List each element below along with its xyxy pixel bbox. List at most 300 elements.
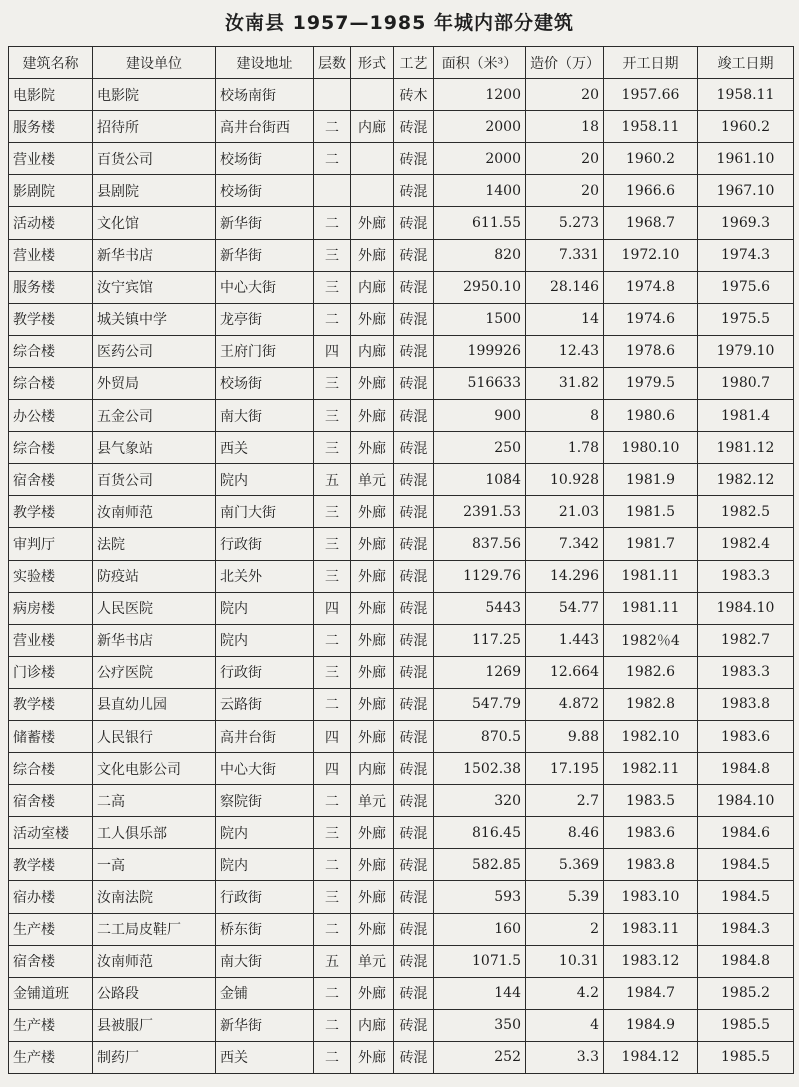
cell-end: 1961.10 xyxy=(698,143,794,175)
cell-end: 1981.4 xyxy=(698,400,794,432)
cell-floors: 四 xyxy=(314,753,351,785)
cell-floors: 二 xyxy=(314,303,351,335)
table-row xyxy=(9,175,794,207)
cell-area: 611.55 xyxy=(434,207,526,239)
cell-cost: 9.88 xyxy=(526,720,604,752)
cell-end: 1984.3 xyxy=(698,913,794,945)
cell-floors: 三 xyxy=(314,881,351,913)
cell-addr: 高井台街 xyxy=(216,720,314,752)
cell-area: 252 xyxy=(434,1041,526,1073)
cell-end: 1975.5 xyxy=(698,303,794,335)
cell-start: 1982％4 xyxy=(604,624,698,656)
cell-area: 199926 xyxy=(434,335,526,367)
cell-end: 1979.10 xyxy=(698,335,794,367)
cell-form: 外廊 xyxy=(351,239,394,271)
cell-name: 活动室楼 xyxy=(9,817,93,849)
cell-end: 1984.10 xyxy=(698,592,794,624)
cell-floors: 二 xyxy=(314,143,351,175)
cell-name: 教学楼 xyxy=(9,303,93,335)
cell-area: 516633 xyxy=(434,367,526,399)
cell-form: 外廊 xyxy=(351,528,394,560)
cell-craft: 砖混 xyxy=(394,432,434,464)
cell-start: 1983.11 xyxy=(604,913,698,945)
cell-form: 单元 xyxy=(351,945,394,977)
cell-end: 1985.5 xyxy=(698,1009,794,1041)
cell-floors: 五 xyxy=(314,464,351,496)
cell-name: 生产楼 xyxy=(9,1009,93,1041)
cell-floors: 三 xyxy=(314,432,351,464)
cell-start: 1981.5 xyxy=(604,496,698,528)
cell-area: 1502.38 xyxy=(434,753,526,785)
table-row xyxy=(9,817,794,849)
table-row xyxy=(9,720,794,752)
cell-end: 1975.6 xyxy=(698,271,794,303)
cell-unit: 新华书店 xyxy=(93,239,216,271)
cell-unit: 县剧院 xyxy=(93,175,216,207)
cell-addr: 南门大街 xyxy=(216,496,314,528)
table-row xyxy=(9,913,794,945)
cell-area: 900 xyxy=(434,400,526,432)
header-form: 形式 xyxy=(351,47,394,79)
header-area: 面积（米³） xyxy=(434,47,526,79)
cell-area: 816.45 xyxy=(434,817,526,849)
cell-cost: 10.31 xyxy=(526,945,604,977)
cell-area: 1071.5 xyxy=(434,945,526,977)
cell-end: 1983.8 xyxy=(698,688,794,720)
cell-floors: 二 xyxy=(314,207,351,239)
cell-craft: 砖混 xyxy=(394,239,434,271)
cell-start: 1966.6 xyxy=(604,175,698,207)
cell-cost: 5.369 xyxy=(526,849,604,881)
cell-end: 1969.3 xyxy=(698,207,794,239)
cell-craft: 砖混 xyxy=(394,207,434,239)
cell-area: 144 xyxy=(434,977,526,1009)
cell-end: 1985.2 xyxy=(698,977,794,1009)
cell-area: 117.25 xyxy=(434,624,526,656)
cell-cost: 28.146 xyxy=(526,271,604,303)
cell-floors: 四 xyxy=(314,592,351,624)
table-row xyxy=(9,849,794,881)
cell-craft: 砖混 xyxy=(394,367,434,399)
header-row xyxy=(9,47,794,79)
table-row xyxy=(9,271,794,303)
cell-cost: 10.928 xyxy=(526,464,604,496)
cell-form: 外廊 xyxy=(351,1041,394,1073)
cell-name: 综合楼 xyxy=(9,432,93,464)
cell-form: 外廊 xyxy=(351,207,394,239)
cell-end: 1984.8 xyxy=(698,753,794,785)
table-row xyxy=(9,79,794,111)
cell-start: 1978.6 xyxy=(604,335,698,367)
cell-form: 外廊 xyxy=(351,367,394,399)
cell-addr: 南大街 xyxy=(216,400,314,432)
header-building-name: 建筑名称 xyxy=(9,47,93,79)
cell-addr: 院内 xyxy=(216,817,314,849)
cell-area: 2000 xyxy=(434,143,526,175)
cell-name: 教学楼 xyxy=(9,496,93,528)
cell-start: 1968.7 xyxy=(604,207,698,239)
cell-form xyxy=(351,79,394,111)
cell-form xyxy=(351,175,394,207)
table-row xyxy=(9,785,794,817)
cell-craft: 砖混 xyxy=(394,111,434,143)
cell-floors: 三 xyxy=(314,271,351,303)
table-row xyxy=(9,656,794,688)
cell-area: 820 xyxy=(434,239,526,271)
cell-start: 1982.6 xyxy=(604,656,698,688)
cell-form: 外廊 xyxy=(351,303,394,335)
cell-cost: 31.82 xyxy=(526,367,604,399)
cell-craft: 砖混 xyxy=(394,1009,434,1041)
cell-form: 内廊 xyxy=(351,111,394,143)
cell-area: 2950.10 xyxy=(434,271,526,303)
cell-addr: 龙亭街 xyxy=(216,303,314,335)
cell-end: 1984.6 xyxy=(698,817,794,849)
cell-craft: 砖混 xyxy=(394,464,434,496)
cell-floors: 二 xyxy=(314,688,351,720)
cell-unit: 汝宁宾馆 xyxy=(93,271,216,303)
cell-addr: 院内 xyxy=(216,849,314,881)
cell-addr: 校场街 xyxy=(216,175,314,207)
cell-cost: 12.43 xyxy=(526,335,604,367)
cell-start: 1984.12 xyxy=(604,1041,698,1073)
cell-unit: 法院 xyxy=(93,528,216,560)
cell-area: 350 xyxy=(434,1009,526,1041)
cell-area: 2000 xyxy=(434,111,526,143)
page-title: 汝南县 1957—1985 年城内部分建筑 xyxy=(225,12,574,34)
cell-start: 1984.7 xyxy=(604,977,698,1009)
cell-unit: 招待所 xyxy=(93,111,216,143)
table-row xyxy=(9,528,794,560)
cell-form: 外廊 xyxy=(351,496,394,528)
cell-form: 内廊 xyxy=(351,271,394,303)
cell-start: 1982.10 xyxy=(604,720,698,752)
cell-start: 1981.11 xyxy=(604,560,698,592)
header-craft: 工艺 xyxy=(394,47,434,79)
cell-craft: 砖混 xyxy=(394,656,434,688)
cell-craft: 砖混 xyxy=(394,753,434,785)
cell-area: 1084 xyxy=(434,464,526,496)
table-row xyxy=(9,367,794,399)
cell-area: 320 xyxy=(434,785,526,817)
table-row xyxy=(9,464,794,496)
cell-area: 1269 xyxy=(434,656,526,688)
cell-unit: 新华书店 xyxy=(93,624,216,656)
table-row xyxy=(9,432,794,464)
cell-unit: 一高 xyxy=(93,849,216,881)
cell-unit: 电影院 xyxy=(93,79,216,111)
cell-addr: 院内 xyxy=(216,592,314,624)
cell-cost: 1.443 xyxy=(526,624,604,656)
cell-craft: 砖混 xyxy=(394,400,434,432)
cell-addr: 察院街 xyxy=(216,785,314,817)
cell-floors: 二 xyxy=(314,1009,351,1041)
cell-area: 5443 xyxy=(434,592,526,624)
cell-unit: 五金公司 xyxy=(93,400,216,432)
cell-cost: 7.342 xyxy=(526,528,604,560)
table-row xyxy=(9,496,794,528)
cell-floors: 二 xyxy=(314,977,351,1009)
cell-name: 病房楼 xyxy=(9,592,93,624)
cell-floors xyxy=(314,175,351,207)
cell-floors: 四 xyxy=(314,335,351,367)
cell-end: 1967.10 xyxy=(698,175,794,207)
cell-form: 外廊 xyxy=(351,432,394,464)
cell-craft: 砖混 xyxy=(394,560,434,592)
cell-end: 1982.5 xyxy=(698,496,794,528)
cell-end: 1982.12 xyxy=(698,464,794,496)
cell-unit: 县直幼儿园 xyxy=(93,688,216,720)
table-row xyxy=(9,207,794,239)
cell-start: 1983.6 xyxy=(604,817,698,849)
cell-floors: 二 xyxy=(314,913,351,945)
cell-name: 实验楼 xyxy=(9,560,93,592)
cell-start: 1981.9 xyxy=(604,464,698,496)
cell-unit: 文化电影公司 xyxy=(93,753,216,785)
cell-name: 活动楼 xyxy=(9,207,93,239)
cell-unit: 人民医院 xyxy=(93,592,216,624)
cell-addr: 校场街 xyxy=(216,143,314,175)
cell-cost: 7.331 xyxy=(526,239,604,271)
cell-name: 宿舍楼 xyxy=(9,785,93,817)
cell-form: 内廊 xyxy=(351,753,394,785)
cell-area: 870.5 xyxy=(434,720,526,752)
table-row xyxy=(9,400,794,432)
table-row xyxy=(9,560,794,592)
cell-craft: 砖混 xyxy=(394,817,434,849)
cell-craft: 砖混 xyxy=(394,335,434,367)
cell-addr: 行政街 xyxy=(216,656,314,688)
cell-addr: 云路街 xyxy=(216,688,314,720)
cell-cost: 4.2 xyxy=(526,977,604,1009)
cell-unit: 文化馆 xyxy=(93,207,216,239)
cell-name: 金铺道班 xyxy=(9,977,93,1009)
cell-cost: 17.195 xyxy=(526,753,604,785)
table-row xyxy=(9,881,794,913)
cell-craft: 砖混 xyxy=(394,624,434,656)
cell-floors: 二 xyxy=(314,111,351,143)
cell-cost: 5.273 xyxy=(526,207,604,239)
cell-name: 综合楼 xyxy=(9,367,93,399)
cell-craft: 砖混 xyxy=(394,977,434,1009)
table-row xyxy=(9,335,794,367)
cell-end: 1981.12 xyxy=(698,432,794,464)
cell-form: 内廊 xyxy=(351,1009,394,1041)
table-row xyxy=(9,977,794,1009)
cell-cost: 54.77 xyxy=(526,592,604,624)
header-floors: 层数 xyxy=(314,47,351,79)
cell-form: 外廊 xyxy=(351,592,394,624)
cell-unit: 人民银行 xyxy=(93,720,216,752)
cell-name: 宿舍楼 xyxy=(9,945,93,977)
cell-end: 1983.3 xyxy=(698,560,794,592)
cell-end: 1974.3 xyxy=(698,239,794,271)
cell-name: 综合楼 xyxy=(9,753,93,785)
cell-form: 外廊 xyxy=(351,688,394,720)
cell-addr: 金铺 xyxy=(216,977,314,1009)
cell-addr: 行政街 xyxy=(216,528,314,560)
cell-craft: 砖混 xyxy=(394,175,434,207)
cell-unit: 二工局皮鞋厂 xyxy=(93,913,216,945)
cell-unit: 汝南法院 xyxy=(93,881,216,913)
cell-start: 1979.5 xyxy=(604,367,698,399)
cell-area: 1129.76 xyxy=(434,560,526,592)
cell-start: 1974.8 xyxy=(604,271,698,303)
cell-name: 宿办楼 xyxy=(9,881,93,913)
cell-floors: 三 xyxy=(314,239,351,271)
cell-craft: 砖木 xyxy=(394,79,434,111)
cell-end: 1980.7 xyxy=(698,367,794,399)
cell-floors: 三 xyxy=(314,367,351,399)
cell-cost: 4 xyxy=(526,1009,604,1041)
cell-name: 生产楼 xyxy=(9,1041,93,1073)
buildings-table xyxy=(8,46,794,1074)
cell-start: 1957.66 xyxy=(604,79,698,111)
cell-form: 外廊 xyxy=(351,400,394,432)
cell-start: 1980.10 xyxy=(604,432,698,464)
cell-unit: 县被服厂 xyxy=(93,1009,216,1041)
header-address: 建设地址 xyxy=(216,47,314,79)
cell-start: 1983.10 xyxy=(604,881,698,913)
cell-form: 外廊 xyxy=(351,720,394,752)
cell-end: 1984.10 xyxy=(698,785,794,817)
cell-addr: 王府门街 xyxy=(216,335,314,367)
cell-name: 营业楼 xyxy=(9,624,93,656)
cell-end: 1982.4 xyxy=(698,528,794,560)
cell-end: 1982.7 xyxy=(698,624,794,656)
cell-area: 837.56 xyxy=(434,528,526,560)
cell-addr: 西关 xyxy=(216,1041,314,1073)
cell-craft: 砖混 xyxy=(394,271,434,303)
cell-name: 综合楼 xyxy=(9,335,93,367)
cell-form: 外廊 xyxy=(351,913,394,945)
cell-cost: 1.78 xyxy=(526,432,604,464)
cell-start: 1972.10 xyxy=(604,239,698,271)
cell-form: 外廊 xyxy=(351,849,394,881)
cell-craft: 砖混 xyxy=(394,528,434,560)
cell-name: 影剧院 xyxy=(9,175,93,207)
table-row xyxy=(9,592,794,624)
cell-floors: 二 xyxy=(314,1041,351,1073)
cell-area: 2391.53 xyxy=(434,496,526,528)
cell-unit: 城关镇中学 xyxy=(93,303,216,335)
cell-start: 1982.11 xyxy=(604,753,698,785)
cell-cost: 14 xyxy=(526,303,604,335)
table-row xyxy=(9,239,794,271)
cell-cost: 18 xyxy=(526,111,604,143)
cell-addr: 新华街 xyxy=(216,207,314,239)
header-start-date: 开工日期 xyxy=(604,47,698,79)
cell-cost: 8 xyxy=(526,400,604,432)
cell-unit: 汝南师范 xyxy=(93,496,216,528)
cell-craft: 砖混 xyxy=(394,913,434,945)
cell-cost: 20 xyxy=(526,175,604,207)
header-unit: 建设单位 xyxy=(93,47,216,79)
cell-name: 储蓄楼 xyxy=(9,720,93,752)
cell-end: 1983.3 xyxy=(698,656,794,688)
cell-start: 1960.2 xyxy=(604,143,698,175)
cell-cost: 2.7 xyxy=(526,785,604,817)
cell-name: 营业楼 xyxy=(9,143,93,175)
cell-addr: 院内 xyxy=(216,464,314,496)
cell-area: 593 xyxy=(434,881,526,913)
cell-start: 1983.5 xyxy=(604,785,698,817)
cell-craft: 砖混 xyxy=(394,1041,434,1073)
cell-addr: 西关 xyxy=(216,432,314,464)
table-row xyxy=(9,688,794,720)
cell-name: 服务楼 xyxy=(9,111,93,143)
cell-start: 1958.11 xyxy=(604,111,698,143)
cell-form: 外廊 xyxy=(351,624,394,656)
cell-floors: 三 xyxy=(314,656,351,688)
cell-unit: 公疗医院 xyxy=(93,656,216,688)
cell-floors: 二 xyxy=(314,624,351,656)
cell-floors: 三 xyxy=(314,560,351,592)
cell-craft: 砖混 xyxy=(394,945,434,977)
cell-start: 1981.7 xyxy=(604,528,698,560)
cell-addr: 新华街 xyxy=(216,239,314,271)
cell-craft: 砖混 xyxy=(394,720,434,752)
cell-start: 1980.6 xyxy=(604,400,698,432)
cell-unit: 百货公司 xyxy=(93,464,216,496)
cell-form: 内廊 xyxy=(351,335,394,367)
cell-area: 250 xyxy=(434,432,526,464)
cell-start: 1982.8 xyxy=(604,688,698,720)
cell-name: 审判厅 xyxy=(9,528,93,560)
cell-name: 教学楼 xyxy=(9,688,93,720)
cell-floors: 五 xyxy=(314,945,351,977)
cell-end: 1958.11 xyxy=(698,79,794,111)
cell-start: 1983.12 xyxy=(604,945,698,977)
cell-unit: 公路段 xyxy=(93,977,216,1009)
cell-floors: 四 xyxy=(314,720,351,752)
cell-addr: 中心大街 xyxy=(216,753,314,785)
cell-area: 1200 xyxy=(434,79,526,111)
cell-craft: 砖混 xyxy=(394,849,434,881)
cell-addr: 中心大街 xyxy=(216,271,314,303)
cell-form: 外廊 xyxy=(351,817,394,849)
cell-area: 582.85 xyxy=(434,849,526,881)
table-row xyxy=(9,1009,794,1041)
table-row xyxy=(9,624,794,656)
cell-craft: 砖混 xyxy=(394,592,434,624)
cell-craft: 砖混 xyxy=(394,496,434,528)
cell-craft: 砖混 xyxy=(394,785,434,817)
cell-end: 1984.8 xyxy=(698,945,794,977)
cell-craft: 砖混 xyxy=(394,881,434,913)
cell-form: 外廊 xyxy=(351,977,394,1009)
cell-end: 1983.6 xyxy=(698,720,794,752)
cell-addr: 校场街 xyxy=(216,367,314,399)
cell-cost: 8.46 xyxy=(526,817,604,849)
cell-form: 外廊 xyxy=(351,881,394,913)
cell-start: 1983.8 xyxy=(604,849,698,881)
cell-end: 1984.5 xyxy=(698,849,794,881)
cell-craft: 砖混 xyxy=(394,688,434,720)
cell-cost: 20 xyxy=(526,143,604,175)
cell-unit: 防疫站 xyxy=(93,560,216,592)
cell-unit: 制药厂 xyxy=(93,1041,216,1073)
cell-floors: 三 xyxy=(314,496,351,528)
cell-unit: 县气象站 xyxy=(93,432,216,464)
cell-addr: 校场南街 xyxy=(216,79,314,111)
cell-addr: 行政街 xyxy=(216,881,314,913)
cell-cost: 14.296 xyxy=(526,560,604,592)
cell-floors: 二 xyxy=(314,785,351,817)
table-row xyxy=(9,303,794,335)
cell-name: 办公楼 xyxy=(9,400,93,432)
cell-start: 1974.6 xyxy=(604,303,698,335)
